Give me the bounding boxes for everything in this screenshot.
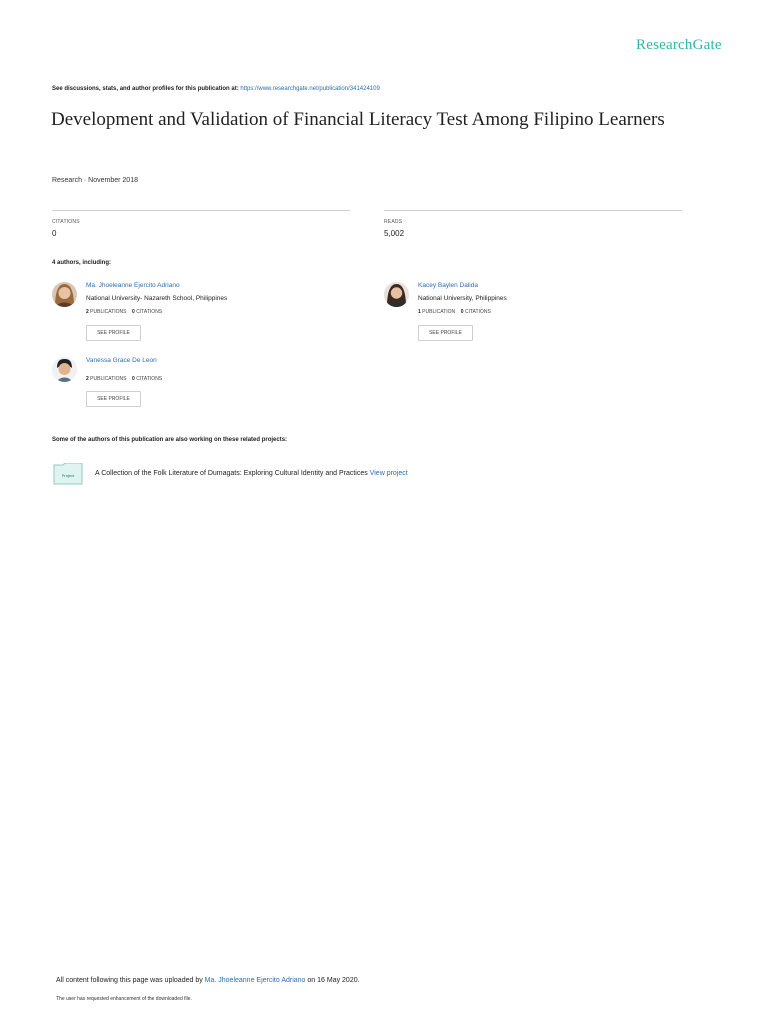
upload-prefix: All content following this page was uploaded by: [56, 977, 205, 984]
project-icon-label: Project: [61, 473, 75, 478]
citations-value: 0: [52, 229, 57, 238]
publication-info-line: [52, 86, 380, 92]
uploader-link[interactable]: Ma. Jhoeleanne Ejercito Adriano: [204, 977, 306, 984]
project-title: A Collection of the Folk Literature of Dumagats: Exploring Cultural Identity and Practices: [95, 470, 368, 477]
publications-count: 1: [418, 309, 421, 315]
author-stats: [418, 309, 491, 315]
author-affiliation: National University, Philippines: [418, 295, 507, 302]
publications-label: PUBLICATION: [422, 309, 456, 315]
author-name-link[interactable]: Ma. Jhoeleanne Ejercito Adriano: [86, 282, 180, 289]
citations-label: CITATIONS: [464, 309, 491, 315]
author-card: [52, 282, 312, 344]
publication-meta: Research · November 2018: [52, 177, 138, 184]
author-stats: [86, 376, 162, 382]
author-affiliation: National University- Nazareth School, Philippines: [86, 295, 228, 302]
view-project-link[interactable]: View project: [369, 470, 408, 477]
upload-note: [56, 977, 360, 984]
publications-label: PUBLICATIONS: [90, 376, 127, 382]
see-profile-button[interactable]: SEE PROFILE: [418, 325, 473, 341]
publications-count: 2: [86, 376, 89, 382]
citations-count: 0: [132, 376, 135, 382]
project-item: [95, 470, 408, 477]
citations-label: CITATIONS: [52, 219, 80, 225]
author-name-link[interactable]: Kacey Baylen Dalida: [418, 282, 478, 289]
publication-info-text: See discussions, stats, and author profiles for this publication at:: [52, 86, 241, 92]
citations-count: 0: [460, 309, 464, 315]
publications-label: PUBLICATIONS: [90, 309, 127, 315]
see-profile-button[interactable]: SEE PROFILE: [86, 325, 141, 341]
upload-suffix: on 16 May 2020.: [305, 977, 360, 984]
author-stats: [86, 309, 162, 315]
author-avatar[interactable]: [52, 282, 77, 307]
author-avatar[interactable]: [384, 282, 409, 307]
publication-title: Development and Validation of Financial Literacy Test Among Filipino Learners: [51, 109, 665, 130]
related-projects-heading: Some of the authors of this publication are also working on these related projects:: [52, 437, 288, 443]
author-card: [52, 357, 312, 409]
citations-stat: [52, 210, 350, 238]
author-card: [384, 282, 644, 344]
publication-url-link[interactable]: https://www.researchgate.net/publication/341424109: [240, 86, 380, 92]
reads-stat: [384, 210, 682, 238]
author-avatar[interactable]: [52, 357, 77, 382]
researchgate-logo[interactable]: ResearchGate: [636, 37, 722, 53]
citations-label: CITATIONS: [136, 376, 163, 382]
download-note: The user has requested enhancement of the downloaded file.: [56, 996, 192, 1002]
citations-label: CITATIONS: [136, 309, 163, 315]
authors-heading: 4 authors, including:: [52, 260, 112, 266]
project-icon: [53, 463, 83, 485]
publications-count: 2: [86, 309, 89, 315]
reads-label: READS: [384, 219, 403, 225]
author-name-link[interactable]: Vanessa Grace De Leon: [86, 357, 157, 364]
see-profile-button[interactable]: SEE PROFILE: [86, 391, 141, 407]
reads-value: 5,002: [384, 229, 405, 238]
citations-count: 0: [132, 309, 135, 315]
